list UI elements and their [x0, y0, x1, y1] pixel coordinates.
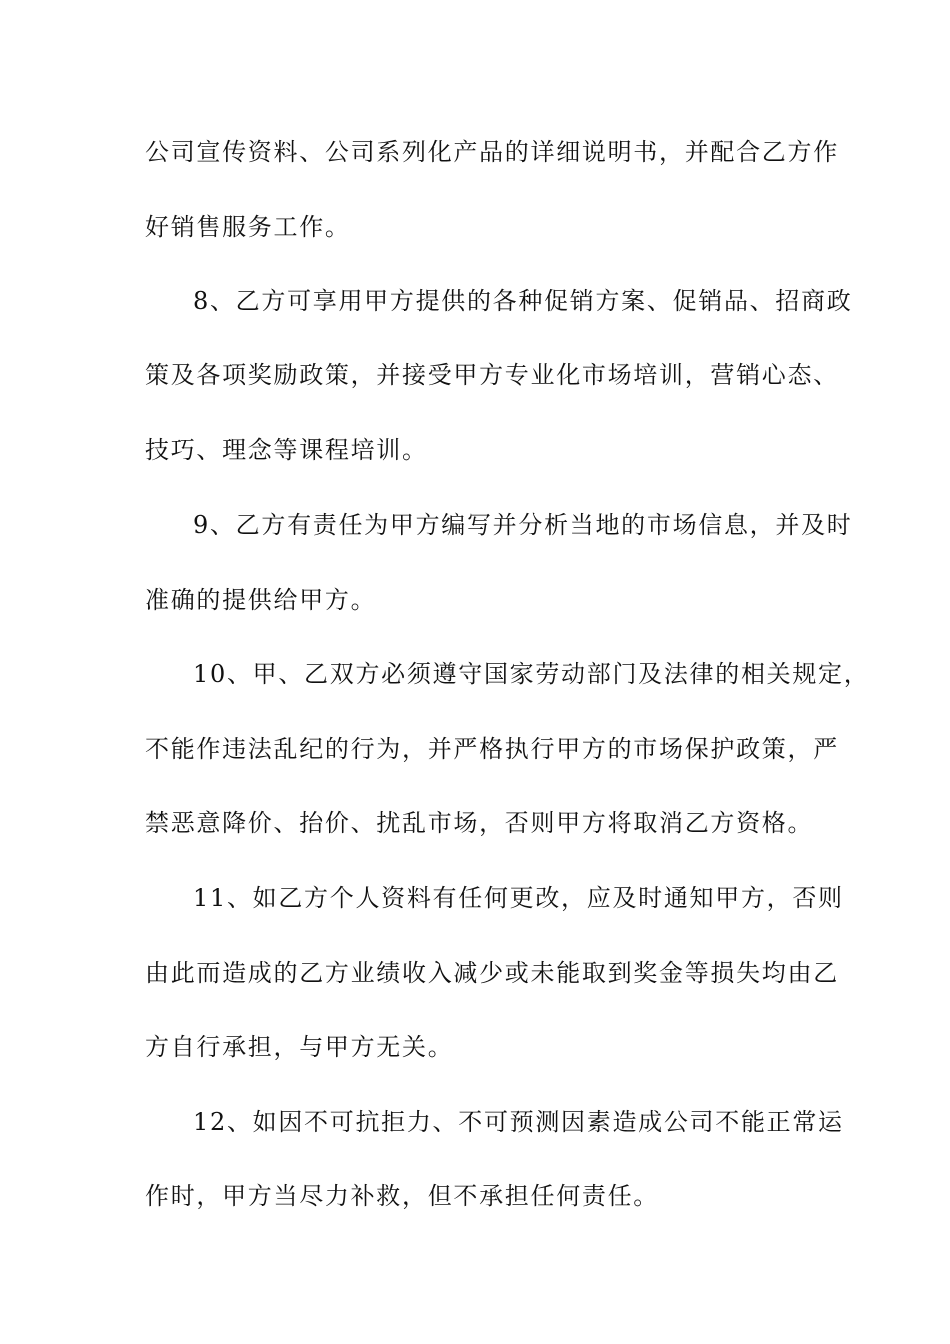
clause-10-line: 10、甲、乙双方必须遵守国家劳动部门及法律的相关规定， — [193, 660, 870, 688]
text-line: 作时，甲方当尽力补救，但不承担任何责任。 — [145, 1182, 659, 1210]
clause-9-line: 9、乙方有责任为甲方编写并分析当地的市场信息，并及时 — [193, 511, 853, 539]
text-line: 好销售服务工作。 — [145, 213, 351, 241]
clause-8-line: 8、乙方可享用甲方提供的各种促销方案、促销品、招商政 — [193, 287, 853, 315]
text-line: 不能作违法乱纪的行为，并严格执行甲方的市场保护政策，严 — [145, 735, 839, 763]
text-line: 由此而造成的乙方业绩收入减少或未能取到奖金等损失均由乙 — [145, 959, 839, 987]
text-line: 策及各项奖励政策，并接受甲方专业化市场培训，营销心态、 — [145, 361, 839, 389]
text-line: 技巧、理念等课程培训。 — [145, 436, 428, 464]
text-line: 准确的提供给甲方。 — [145, 586, 377, 614]
clause-12-line: 12、如因不可抗拒力、不可预测因素造成公司不能正常运 — [193, 1108, 844, 1136]
text-line: 禁恶意降价、抬价、扰乱市场，否则甲方将取消乙方资格。 — [145, 809, 814, 837]
text-line: 方自行承担，与甲方无关。 — [145, 1033, 454, 1061]
text-line: 公司宣传资料、公司系列化产品的详细说明书，并配合乙方作 — [145, 138, 839, 166]
clause-11-line: 11、如乙方个人资料有任何更改，应及时通知甲方，否则 — [193, 884, 844, 912]
